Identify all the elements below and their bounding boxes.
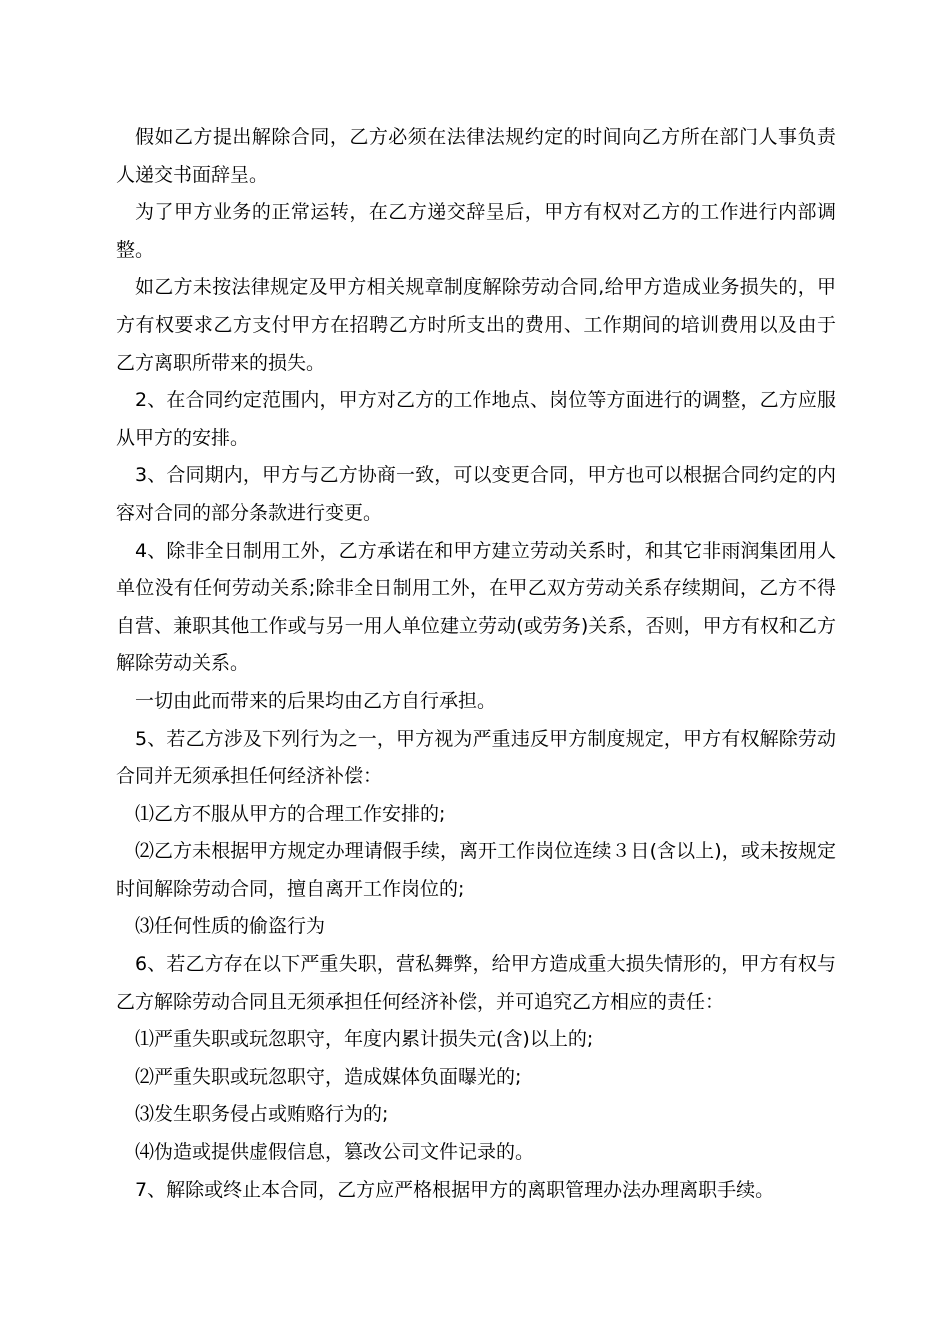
paragraph-loss-compensation: 如乙方未按法律规定及甲方相关规章制度解除劳动合同,给甲方造成业务损失的，甲方有权要求乙方支付甲方在招聘乙方时所支出的费用、工作期间的培训费用以及由于乙方离职所带来的损失。 [116,276,836,374]
clause-4: 4、除非全日制用工外，乙方承诺在和甲方建立劳动关系时，和其它非雨润集团用人单位没有任何劳动关系;除非全日制用工外，在甲乙双方劳动关系存续期间，乙方不得自营、兼职其他工作或与另一用人单位建立劳动(或劳务)关系，否则，甲方有权和乙方解除劳动关系。 [116,539,836,675]
clause-6: 6、若乙方存在以下严重失职，营私舞弊，给甲方造成重大损失情形的，甲方有权与乙方解除劳动合同且无须承担任何经济补偿，并可追究乙方相应的责任： [116,953,836,1013]
paragraph-consequences: 一切由此而带来的后果均由乙方自行承担。 [135,689,497,712]
clause-6-item-3: ⑶发生职务侵占或贿赂行为的; [135,1103,389,1126]
clause-6-item-2: ⑵严重失职或玩忽职守，造成媒体负面曝光的; [135,1065,522,1088]
clause-7: 7、解除或终止本合同，乙方应严格根据甲方的离职管理办法办理离职手续。 [135,1178,775,1201]
clause-6-item-4: ⑷伪造或提供虚假信息，篡改公司文件记录的。 [135,1141,535,1164]
clause-5-item-2: ⑵乙方未根据甲方规定办理请假手续，离开工作岗位连续３日(含以上)，或未按规定时间解除劳动合同，擅自离开工作岗位的; [116,840,836,900]
clause-5-item-3: ⑶任何性质的偷盗行为 [135,915,326,938]
clause-2: 2、在合同约定范围内，甲方对乙方的工作地点、岗位等方面进行的调整，乙方应服从甲方的安排。 [116,389,836,449]
clause-5: 5、若乙方涉及下列行为之一，甲方视为严重违反甲方制度规定，甲方有权解除劳动合同并无须承担任何经济补偿： [116,727,836,788]
clause-3: 3、合同期内，甲方与乙方协商一致，可以变更合同，甲方也可以根据合同约定的内容对合同的部分条款进行变更。 [116,464,836,524]
document-page [116,119,836,1209]
paragraph-resignation-notice: 假如乙方提出解除合同，乙方必须在法律法规约定的时间向乙方所在部门人事负责人递交书面辞呈。 [116,126,836,186]
clause-5-item-1: ⑴乙方不服从甲方的合理工作安排的; [135,802,446,825]
clause-6-item-1: ⑴严重失职或玩忽职守，年度内累计损失元(含)以上的; [135,1028,594,1051]
paragraph-internal-adjustment: 为了甲方业务的正常运转，在乙方递交辞呈后，甲方有权对乙方的工作进行内部调整。 [116,201,836,261]
